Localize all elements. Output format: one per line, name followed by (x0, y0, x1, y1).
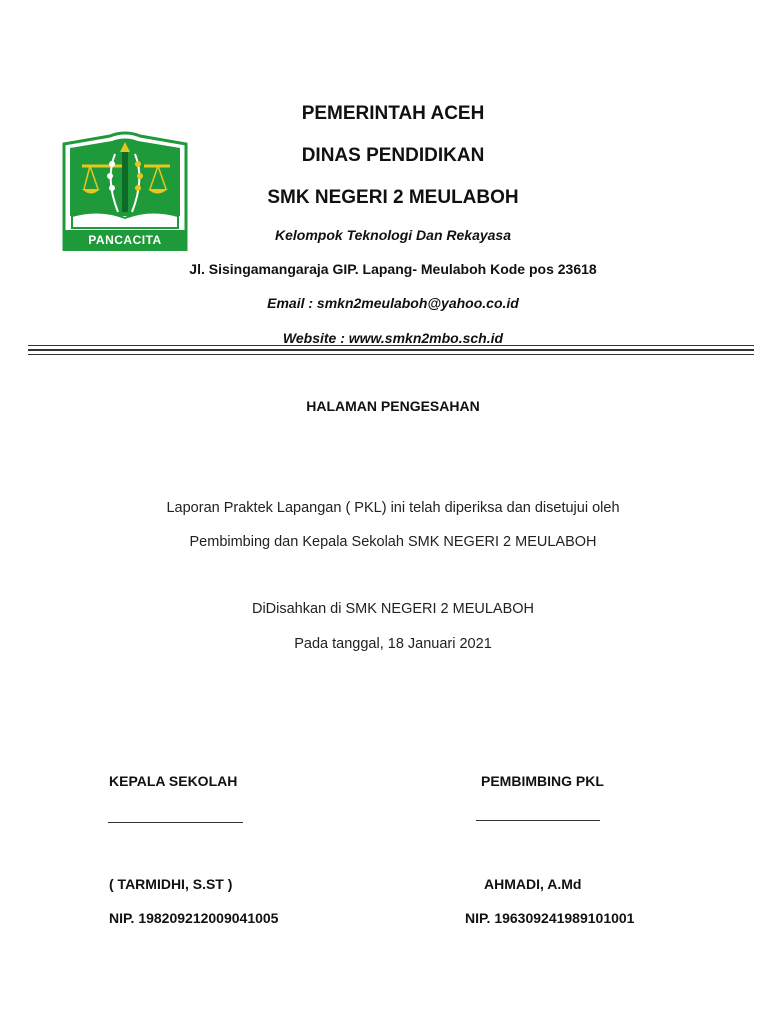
header-divider-middle (28, 349, 754, 351)
approval-place: DiDisahkan di SMK NEGERI 2 MEULABOH (251, 601, 535, 617)
letterhead-tagline: Kelompok Teknologi Dan Rekayasa (275, 227, 511, 243)
header-divider-bottom (28, 354, 754, 355)
signature-line-principal (108, 822, 243, 823)
signature-role-principal: KEPALA SEKOLAH (109, 773, 238, 789)
approval-paragraph-line2: Pembimbing dan Kepala Sekolah SMK NEGERI 2 MEULABOH (189, 534, 597, 550)
signature-name-supervisor: AHMADI, A.Md (484, 876, 582, 892)
letterhead-address: Jl. Sisingamangaraja GIP. Lapang- Meulaboh Kode pos 23618 (189, 261, 597, 277)
letterhead-email: Email : smkn2meulaboh@yahoo.co.id (267, 295, 519, 311)
letterhead-department: DINAS PENDIDIKAN (301, 145, 485, 166)
approval-date: Pada tanggal, 18 Januari 2021 (294, 636, 492, 652)
letterhead-school-name: SMK NEGERI 2 MEULABOH (267, 187, 519, 208)
header-divider-top (28, 345, 754, 346)
signature-nip-principal: NIP. 198209212009041005 (109, 910, 279, 926)
letterhead-website: Website : www.smkn2mbo.sch.id (282, 330, 504, 346)
document-title: HALAMAN PENGESAHAN (306, 398, 480, 414)
signature-nip-supervisor: NIP. 196309241989101001 (465, 910, 635, 926)
signature-role-supervisor: PEMBIMBING PKL (481, 773, 604, 789)
approval-paragraph-line1: Laporan Praktek Lapangan ( PKL) ini telah diperiksa dan disetujui oleh (166, 500, 620, 516)
signature-name-principal: ( TARMIDHI, S.ST ) (109, 876, 233, 892)
logo-banner-text: PANCACITA (88, 233, 162, 247)
signature-line-supervisor (476, 820, 600, 821)
letterhead-government: PEMERINTAH ACEH (301, 103, 485, 124)
